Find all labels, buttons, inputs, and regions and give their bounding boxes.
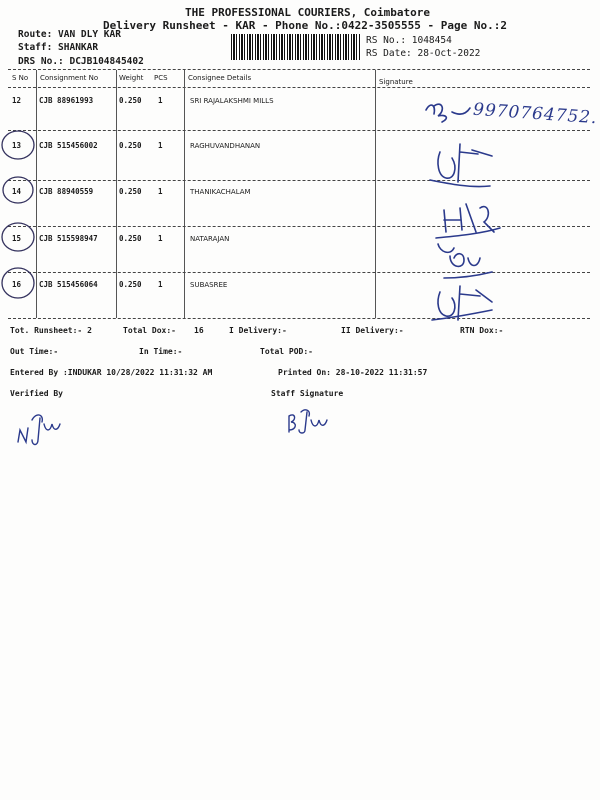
rs-date: RS Date: 28-Oct-2022 bbox=[366, 48, 481, 59]
out-time: Out Time:- bbox=[10, 347, 59, 356]
row-consignee: RAGHUVANDHANAN bbox=[190, 142, 261, 150]
staff-signature-label: Staff Signature bbox=[271, 389, 344, 398]
company-title: THE PROFESSIONAL COURIERS, Coimbatore bbox=[185, 6, 431, 19]
row-weight: 0.250 bbox=[119, 96, 142, 105]
table-top-rule bbox=[8, 69, 590, 70]
total-pod: Total POD:- bbox=[260, 347, 313, 356]
in-time: In Time:- bbox=[139, 347, 183, 356]
row-consignment: CJB 88961993 bbox=[39, 96, 94, 105]
row-sno: 16 bbox=[12, 280, 22, 289]
col-sno: S No bbox=[12, 74, 29, 82]
row-consignee: SUBASREE bbox=[190, 281, 228, 289]
total-dox-value: 16 bbox=[194, 326, 204, 335]
col-divider bbox=[116, 70, 117, 318]
row-consignee: NATARAJAN bbox=[190, 235, 230, 243]
row-sno: 13 bbox=[12, 141, 22, 150]
staff-label: Staff: SHANKAR bbox=[18, 42, 99, 53]
col-divider bbox=[184, 70, 185, 318]
printed-on: Printed On: 28-10-2022 11:31:57 bbox=[278, 368, 428, 377]
rtn-dox: RTN Dox:- bbox=[460, 326, 504, 335]
row-consignee: THANIKACHALAM bbox=[190, 188, 251, 196]
row-pcs: 1 bbox=[158, 96, 163, 105]
row-sno: 15 bbox=[12, 234, 22, 243]
row-weight: 0.250 bbox=[119, 141, 142, 150]
barcode bbox=[231, 34, 361, 60]
row-consignment: CJB 515456064 bbox=[39, 280, 98, 289]
row-pcs: 1 bbox=[158, 141, 163, 150]
verified-by: Verified By bbox=[10, 389, 63, 398]
col-consignee: Consignee Details bbox=[188, 74, 252, 82]
table-header-rule bbox=[8, 87, 590, 88]
drs-number: DRS No.: DCJB104845402 bbox=[18, 56, 144, 67]
row-pcs: 1 bbox=[158, 280, 163, 289]
row-pcs: 1 bbox=[158, 234, 163, 243]
row-consignment: CJB 515598947 bbox=[39, 234, 98, 243]
runsheet-subtitle: Delivery Runsheet - KAR - Phone No.:0422-3505555 - Page No.:2 bbox=[103, 19, 507, 32]
col-divider bbox=[375, 70, 376, 318]
staff-signature bbox=[283, 402, 333, 442]
col-pcs: PCS bbox=[154, 74, 168, 82]
tot-runsheet: Tot. Runsheet:- 2 bbox=[10, 326, 92, 335]
row-consignment: CJB 88940559 bbox=[39, 187, 94, 196]
route-label: Route: VAN DLY KAR bbox=[18, 29, 121, 40]
col-consignment: Consignment No bbox=[40, 74, 99, 82]
handwritten-signatures bbox=[380, 92, 600, 324]
row-pcs: 1 bbox=[158, 187, 163, 196]
row-consignment: CJB 515456002 bbox=[39, 141, 98, 150]
row-weight: 0.250 bbox=[119, 280, 142, 289]
rs-number: RS No.: 1048454 bbox=[366, 35, 452, 46]
row-sno: 12 bbox=[12, 96, 22, 105]
entered-by: Entered By :INDUKAR 10/28/2022 11:31:32 AM bbox=[10, 368, 213, 377]
row-weight: 0.250 bbox=[119, 187, 142, 196]
total-dox-label: Total Dox:- bbox=[123, 326, 176, 335]
i-delivery: I Delivery:- bbox=[229, 326, 287, 335]
col-signature: Signature bbox=[379, 78, 413, 86]
ii-delivery: II Delivery:- bbox=[341, 326, 404, 335]
handwritten-circles bbox=[0, 125, 40, 305]
verified-signature bbox=[14, 402, 64, 452]
row-sno: 14 bbox=[12, 187, 22, 196]
col-weight: Weight bbox=[119, 74, 144, 82]
row-weight: 0.250 bbox=[119, 234, 142, 243]
handwritten-phone-note: 9970764752. bbox=[472, 99, 599, 129]
row-consignee: SRI RAJALAKSHMI MILLS bbox=[190, 97, 274, 105]
